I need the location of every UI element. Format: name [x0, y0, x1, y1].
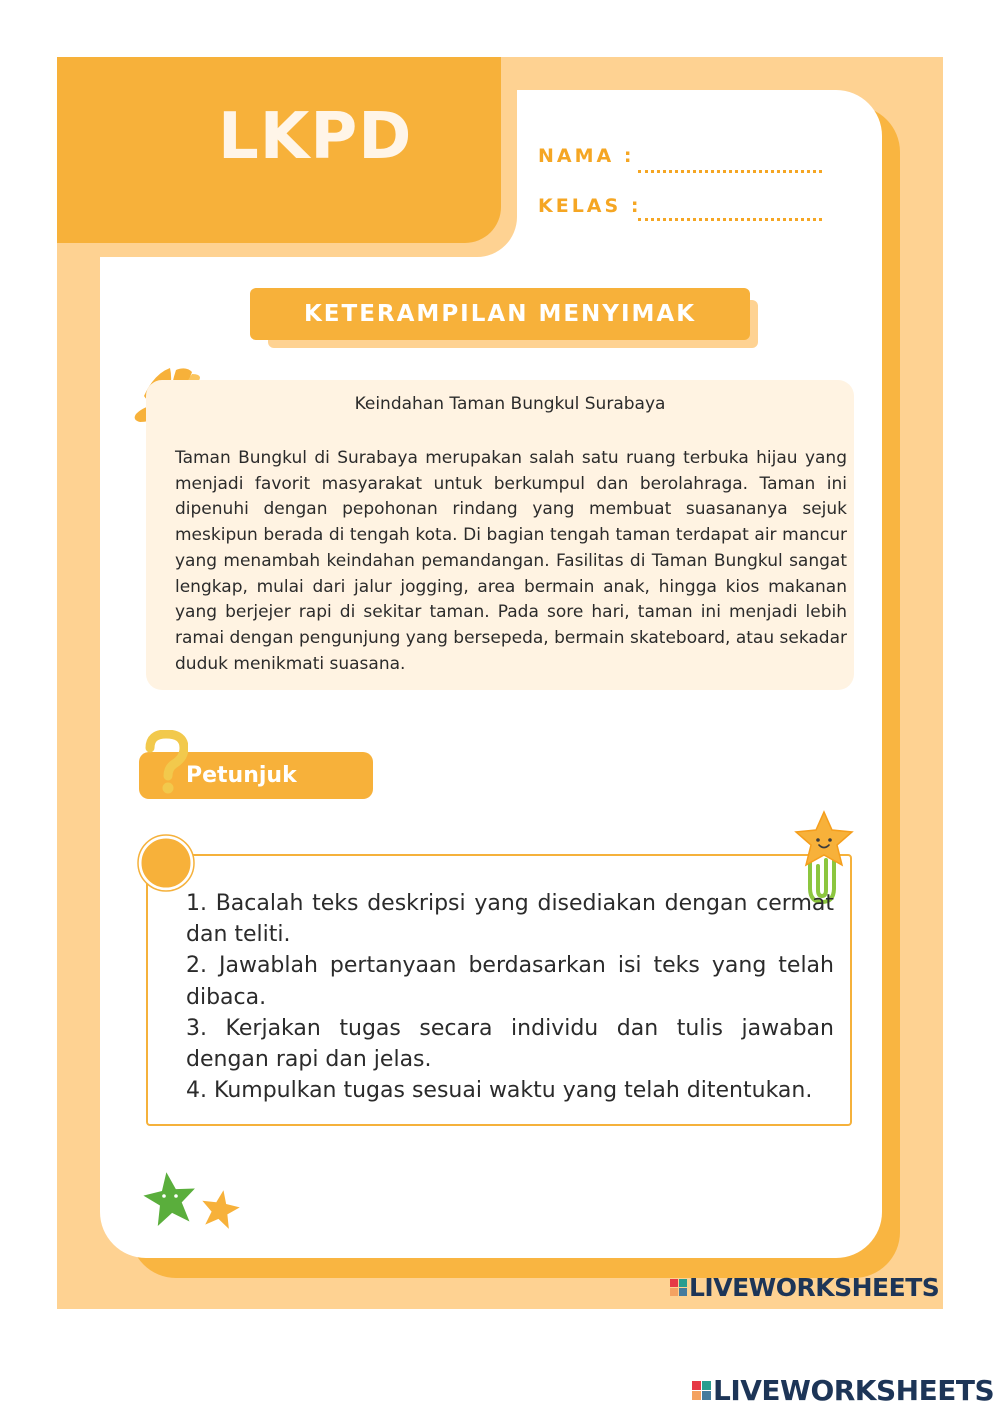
name-label: NAMA : [538, 145, 635, 167]
class-label: KELAS : [538, 195, 642, 217]
instruction-item: 3. Kerjakan tugas secara individu dan tulis jawaban dengan rapi dan jelas. [186, 1015, 834, 1073]
instruction-item: 2. Jawablah pertanyaan berdasarkan isi teks yang telah dibaca. [186, 953, 834, 1010]
section-title: KETERAMPILAN MENYIMAK [250, 288, 750, 340]
footer-logo[interactable] [692, 1374, 994, 1406]
instruction-item: 1. Bacalah teks deskripsi yang disediakan dengan cermat dan teliti. [186, 891, 834, 948]
footer-brand-text: LIVEWORKSHEETS [713, 1373, 995, 1407]
reading-text: Taman Bungkul di Surabaya merupakan salah satu ruang terbuka hijau yang menjadi favorit masyarakat untuk berkumpul dan berolahraga. Taman ini dipenuhi dengan pepohonan rindang yang membuat suasananya sejuk meskipun berada di tengah kota. Di bagian tengah taman terdapat air mancur yang menambah keindahan pemandangan. Fasilitas di Taman Bungkul sangat lengkap, mulai dari jalur jogging, area bermain anak, hingga kios makanan yang berjejer rapi di sekitar taman. Pada sore hari, taman ini menjadi lebih ramai dengan pengunjung yang bersepeda, bermain skateboard, atau sekadar duduk menikmati suasana. [175, 448, 847, 674]
brand-blocks-icon [692, 1381, 711, 1400]
class-field[interactable] [638, 218, 822, 221]
question-mark-icon [144, 730, 188, 796]
instructions-heading: Petunjuk [186, 763, 297, 788]
watermark-text: LIVEWORKSHEETS [689, 1272, 940, 1302]
reading-title: Keindahan Taman Bungkul Surabaya [354, 394, 666, 414]
decorative-stars-icon [138, 1168, 250, 1240]
circle-badge-icon [137, 834, 195, 892]
watermark-logo [670, 1273, 939, 1301]
instruction-item: 4. Kumpulkan tugas sesuai waktu yang telah ditentukan. [186, 1078, 813, 1104]
instructions-list [186, 888, 834, 1106]
brand-blocks-icon [670, 1279, 687, 1296]
name-field[interactable] [638, 170, 822, 173]
page-title: LKPD [218, 100, 413, 174]
